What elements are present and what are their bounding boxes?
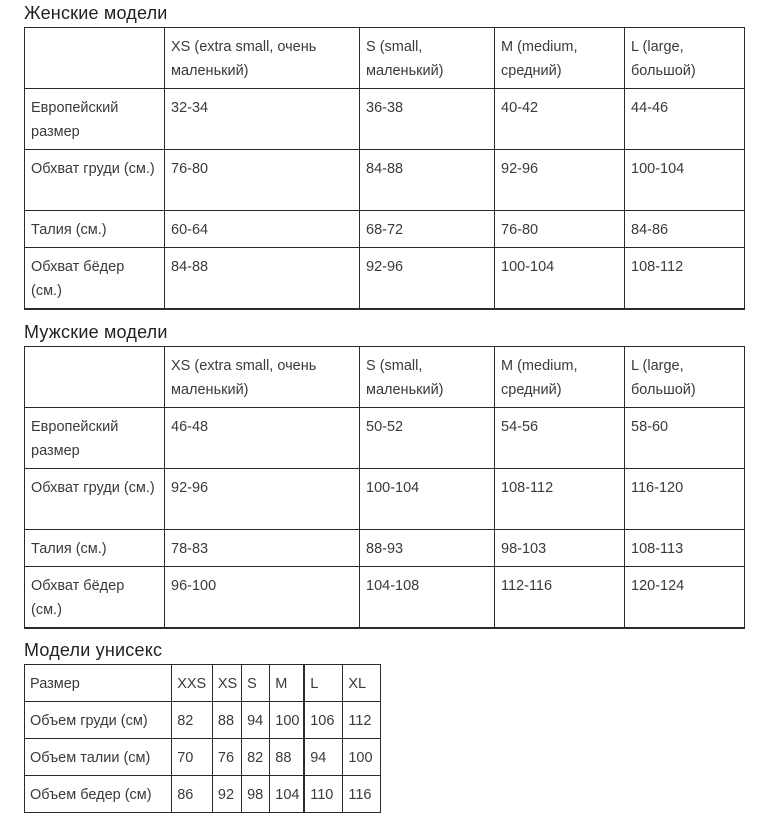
table-cell: 112-116 bbox=[495, 567, 625, 629]
table-cell: 110 bbox=[304, 776, 343, 813]
row-label: Обхват груди (см.) bbox=[25, 469, 165, 530]
table-cell: 88 bbox=[212, 702, 241, 739]
table-cell: 98 bbox=[242, 776, 270, 813]
table-cell: 108-113 bbox=[625, 530, 745, 567]
table-cell: 82 bbox=[172, 702, 213, 739]
row-label: Обхват груди (см.) bbox=[25, 150, 165, 211]
header-cell-s: S (small, маленький) bbox=[360, 28, 495, 89]
header-cell-l: L bbox=[304, 665, 343, 702]
table-cell: 108-112 bbox=[625, 248, 745, 310]
header-cell-m: M (medium, средний) bbox=[495, 347, 625, 408]
unisex-size-table bbox=[24, 664, 381, 813]
header-cell-xl: XL bbox=[343, 665, 381, 702]
row-label: Обхват бёдер (см.) bbox=[25, 248, 165, 310]
table-cell: 84-88 bbox=[360, 150, 495, 211]
header-cell-s: S (small, маленький) bbox=[360, 347, 495, 408]
table-cell: 92-96 bbox=[360, 248, 495, 310]
table-cell: 32-34 bbox=[165, 89, 360, 150]
header-cell bbox=[25, 28, 165, 89]
table-cell: 92 bbox=[212, 776, 241, 813]
header-cell-m: M (medium, средний) bbox=[495, 28, 625, 89]
header-cell-l: L (large, большой) bbox=[625, 347, 745, 408]
table-cell: 116 bbox=[343, 776, 381, 813]
table-cell: 104 bbox=[270, 776, 304, 813]
table-cell: 98-103 bbox=[495, 530, 625, 567]
table-cell: 86 bbox=[172, 776, 213, 813]
table-cell: 40-42 bbox=[495, 89, 625, 150]
table-cell: 100-104 bbox=[360, 469, 495, 530]
table-cell: 82 bbox=[242, 739, 270, 776]
table-cell: 60-64 bbox=[165, 211, 360, 248]
table-cell: 46-48 bbox=[165, 408, 360, 469]
table-cell: 100-104 bbox=[625, 150, 745, 211]
table-row bbox=[25, 248, 745, 310]
header-cell-m: M bbox=[270, 665, 304, 702]
table-cell: 76-80 bbox=[165, 150, 360, 211]
table-cell: 54-56 bbox=[495, 408, 625, 469]
table-cell: 70 bbox=[172, 739, 213, 776]
table-cell: 94 bbox=[304, 739, 343, 776]
women-size-table bbox=[24, 27, 745, 310]
table-cell: 58-60 bbox=[625, 408, 745, 469]
header-cell-xs: XS (extra small, очень маленький) bbox=[165, 28, 360, 89]
table-cell: 78-83 bbox=[165, 530, 360, 567]
table-cell: 94 bbox=[242, 702, 270, 739]
table-cell: 76-80 bbox=[495, 211, 625, 248]
table-row bbox=[25, 211, 745, 248]
table-cell: 100 bbox=[343, 739, 381, 776]
table-row bbox=[25, 89, 745, 150]
table-row bbox=[25, 776, 381, 813]
table-row bbox=[25, 150, 745, 211]
unisex-section-title: Модели унисекс bbox=[24, 640, 163, 660]
header-cell-xs: XS bbox=[212, 665, 241, 702]
table-header-row bbox=[25, 665, 381, 702]
table-cell: 100 bbox=[270, 702, 304, 739]
header-cell-l: L (large, большой) bbox=[625, 28, 745, 89]
table-cell: 112 bbox=[343, 702, 381, 739]
table-cell: 44-46 bbox=[625, 89, 745, 150]
table-cell: 88 bbox=[270, 739, 304, 776]
row-label: Объем груди (см) bbox=[25, 702, 172, 739]
table-cell: 106 bbox=[304, 702, 343, 739]
row-label: Объем талии (см) bbox=[25, 739, 172, 776]
men-size-table bbox=[24, 346, 745, 629]
table-header-row bbox=[25, 28, 745, 89]
table-row bbox=[25, 530, 745, 567]
table-cell: 92-96 bbox=[165, 469, 360, 530]
row-label: Талия (см.) bbox=[25, 211, 165, 248]
table-row bbox=[25, 567, 745, 629]
table-header-row bbox=[25, 347, 745, 408]
table-cell: 100-104 bbox=[495, 248, 625, 310]
table-cell: 108-112 bbox=[495, 469, 625, 530]
row-label: Объем бедер (см) bbox=[25, 776, 172, 813]
table-row bbox=[25, 408, 745, 469]
table-cell: 104-108 bbox=[360, 567, 495, 629]
table-cell: 88-93 bbox=[360, 530, 495, 567]
table-row bbox=[25, 739, 381, 776]
table-row bbox=[25, 702, 381, 739]
men-section-title: Мужские модели bbox=[24, 322, 168, 342]
header-cell-s: S bbox=[242, 665, 270, 702]
table-cell: 120-124 bbox=[625, 567, 745, 629]
table-cell: 76 bbox=[212, 739, 241, 776]
row-label: Европейский размер bbox=[25, 89, 165, 150]
row-label: Талия (см.) bbox=[25, 530, 165, 567]
header-cell-xs: XS (extra small, очень маленький) bbox=[165, 347, 360, 408]
table-cell: 116-120 bbox=[625, 469, 745, 530]
header-cell bbox=[25, 347, 165, 408]
table-row bbox=[25, 469, 745, 530]
table-cell: 84-88 bbox=[165, 248, 360, 310]
table-cell: 84-86 bbox=[625, 211, 745, 248]
row-label: Обхват бёдер (см.) bbox=[25, 567, 165, 629]
table-cell: 36-38 bbox=[360, 89, 495, 150]
table-cell: 92-96 bbox=[495, 150, 625, 211]
women-section-title: Женские модели bbox=[24, 3, 168, 23]
row-label: Европейский размер bbox=[25, 408, 165, 469]
header-cell-size: Размер bbox=[25, 665, 172, 702]
table-cell: 50-52 bbox=[360, 408, 495, 469]
table-cell: 96-100 bbox=[165, 567, 360, 629]
table-cell: 68-72 bbox=[360, 211, 495, 248]
header-cell-xxs: XXS bbox=[172, 665, 213, 702]
